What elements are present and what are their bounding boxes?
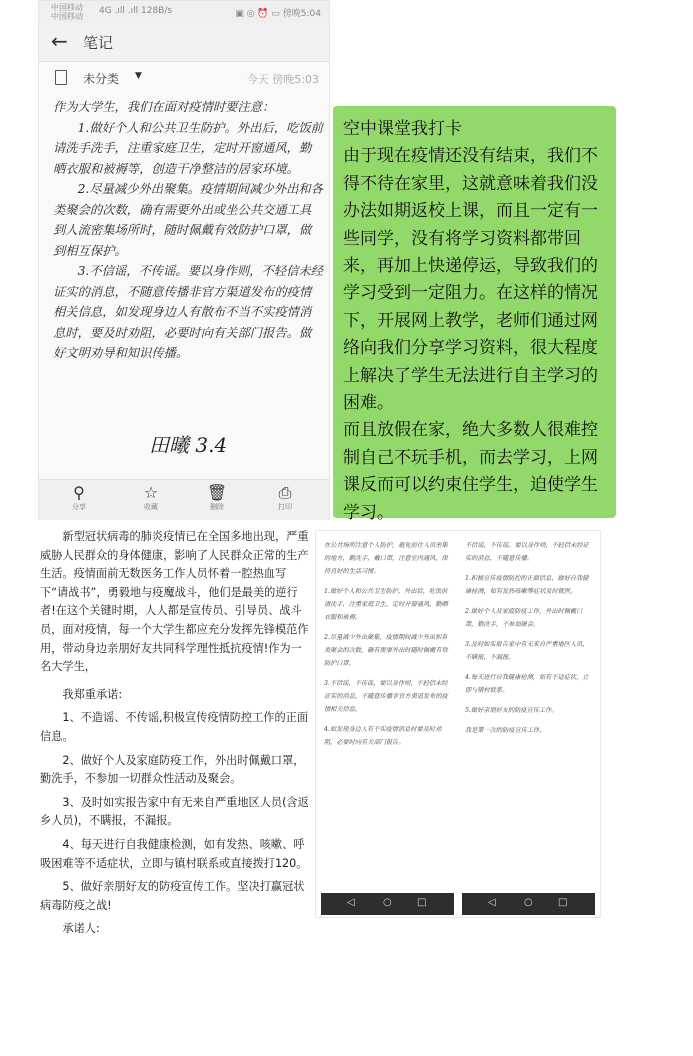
note-line: 不信谣，不传谣。要以身作则，不轻信未经证实的消息，不随意传播。: [465, 542, 589, 562]
recent-square-icon[interactable]: □: [417, 897, 427, 908]
message-text: [343, 116, 611, 527]
message-line: 空中课堂我打卡: [343, 119, 462, 139]
star-icon: ☆: [143, 483, 159, 502]
pledge-item: 2、做好个人及家庭防疫工作，外出时佩戴口罩，勤洗手，不参加一切群众性活动及聚会。: [40, 753, 305, 786]
message-line: 由于现在疫情还没有结束，我们不得不待在家里，这就意味着我们没办法如期返校上课，而且一定有一些同学，没有将学习资料都带回来，再加上快递停运，导致我们的学习受到一定阻力。在这样的情况下，开展网上教学，老师们通过网络向我们分享学习资料，很大程度上解决了学生无法进行自主学习的困难。: [343, 146, 598, 414]
note-line: 2.尽量减少外出聚集，疫情期间减少外出和各类聚会的次数，确有需要外出时随时佩戴有效防护口罩。: [324, 634, 448, 667]
title-bar: [39, 23, 329, 62]
note-line: 1.做好个人和公共卫生防护，外出后，吃饭前请洗手，注重家庭卫生，定时开窗通风，勤晒衣服和被褥。: [324, 588, 448, 621]
note-line: 3.及时如实报告家中有无来自严重地区人员，不瞒报，不漏报。: [465, 641, 589, 661]
handwritten-signature: 田曦 3.4: [149, 433, 228, 457]
favorite-label: 收藏: [144, 503, 158, 511]
carrier-label: 中国移动: [51, 3, 83, 12]
phone-screenshots: [315, 530, 601, 918]
delete-label: 删除: [210, 503, 224, 511]
category-dropdown[interactable]: 未分类: [83, 72, 120, 86]
delete-button[interactable]: [197, 484, 237, 512]
note-timestamp: 今天 傍晚5:03: [246, 73, 319, 86]
note-line: 2.做好个人及家庭防疫工作，外出时佩戴口罩，勤洗手，不参加聚会。: [465, 608, 583, 628]
notebook-icon: [55, 70, 67, 85]
home-circle-icon[interactable]: ○: [383, 897, 392, 908]
note-line: 5.做好亲朋好友的防疫宣传工作。: [465, 707, 558, 714]
trash-icon: 🗑: [206, 483, 228, 502]
recent-square-icon[interactable]: □: [558, 897, 568, 908]
chat-message-bubble[interactable]: [333, 106, 616, 523]
note-paragraph: 1.做好个人和公共卫生防护。外出后，吃饭前请洗手洗手，注重家庭卫生，定时开窗通风，勤晒衣服和被褥等，创造干净整洁的居家环境。: [53, 120, 323, 176]
pledge-item: 3、及时如实报告家中有无来自严重地区人员(含返乡人员)，不瞒报，不漏报。: [40, 795, 309, 828]
note-body[interactable]: [53, 97, 323, 364]
print-button[interactable]: [265, 484, 305, 512]
pledge-item: 1、不造谣、不传谣,积极宣传疫情防控工作的正面信息。: [40, 711, 309, 743]
handwritten-note-text: [324, 539, 450, 756]
home-circle-icon[interactable]: ○: [524, 897, 533, 908]
pledge-signer: 承诺人:: [62, 922, 100, 936]
pledge-intro: 新型冠状病毒的肺炎疫情已在全国多地出现，严重威胁人民群众的身体健康，影响了人民群众正常的生产生活。疫情面前无数医务工作人员怀着一腔热血写下“请战书”，勇毅地与疫魔战斗，他们是最美的逆行者!在这个关键时期，人人都是宣传员、引导员、战斗员，面对疫情，每一个大学生都应充分发挥先锋模范作用，带动身边亲朋好友共同科学理性抵抗疫情!作为一名大学生，: [40, 530, 309, 674]
android-nav-bar: [462, 893, 595, 915]
handwritten-note-text: [465, 539, 591, 744]
note-meta-row: [39, 65, 329, 93]
share-icon: ⚲: [73, 483, 85, 502]
carrier-label: 中国移动: [51, 12, 83, 21]
share-button[interactable]: [59, 484, 99, 512]
pledge-heading: 我郑重承诺:: [62, 687, 123, 701]
pledge-document: [40, 528, 312, 944]
note-paragraph: 2.尽量减少外出聚集。疫情期间减少外出和各类聚会的次数，确有需要外出或坐公共交通工具到人流密集场所时，随时佩戴有效防护口罩，做到相互保护。: [53, 182, 323, 258]
right-phone-screen: [459, 531, 598, 917]
note-line: 1.积极宣传疫情防控的正面信息，做好自我健康检测，如有发热咳嗽等症状及时就医。: [465, 575, 589, 595]
message-line: 而且放假在家，绝大多数人很难控制自己不玩手机，而去学习，上网课反而可以约束住学生，迫使学生学习。: [343, 420, 598, 523]
note-paragraph: 作为大学生，我们在面对疫情时要注意：: [53, 100, 275, 114]
note-line: 4.每天进行自我健康检测，如有不适症状，立即与镇村联系。: [465, 674, 589, 694]
network-status: 4G .ıll .ıll 128B/s: [99, 6, 173, 16]
android-nav-bar: [321, 893, 454, 915]
note-paragraph: 3.不信谣，不传谣。要以身作则，不轻信未经证实的消息，不随意传播非官方渠道发布的疫情相关信息，如发现身边人有散布不当不实疫情消息时，要及时劝阻，必要时向有关部门报告。做好文明劝导和知识传播。: [53, 264, 323, 360]
note-line: 3.不信谣，不传谣，要以身作则，不轻信未经证实的消息，不随意传播非官方渠道发布的疫情相关信息。: [324, 680, 448, 713]
page-title: 笔记: [83, 34, 114, 52]
note-line: 4.如发现身边人有不实疫情消息时要及时劝阻，必要时向有关部门报告。: [324, 726, 442, 746]
pledge-item: 5、做好亲朋好友的防疫宣传工作。坚决打赢冠状病毒防疫之战!: [40, 880, 305, 912]
note-line: 我是第一次的防疫宣传工作。: [465, 727, 546, 734]
pledge-item: 4、每天进行自我健康检测，如有发热、咳嗽、呼吸困难等不适症状，立即与镇村联系或直接拨打120。: [40, 837, 308, 870]
note-app-screenshot: [38, 0, 330, 520]
favorite-button[interactable]: [131, 484, 171, 512]
share-label: 分享: [72, 503, 86, 511]
back-triangle-icon[interactable]: ◁: [347, 897, 355, 908]
back-triangle-icon[interactable]: ◁: [488, 897, 496, 908]
status-bar: [39, 1, 329, 23]
left-phone-screen: [318, 531, 457, 917]
status-right-icons: ▣ ◎ ⏰ ▭ 傍晚5:04: [235, 9, 321, 19]
print-icon: ⎙: [278, 483, 292, 502]
print-label: 打印: [278, 503, 292, 511]
note-toolbar: [39, 479, 329, 520]
back-arrow-icon[interactable]: ←: [51, 29, 68, 53]
dropdown-arrow-icon[interactable]: ▼: [135, 71, 142, 81]
carrier-info: [51, 3, 83, 21]
note-line: 在公共场所注意个人防护，避免前往人员密集的地方，勤洗手，戴口罩，注意室内通风，保持良好的生活习惯。: [324, 542, 448, 575]
